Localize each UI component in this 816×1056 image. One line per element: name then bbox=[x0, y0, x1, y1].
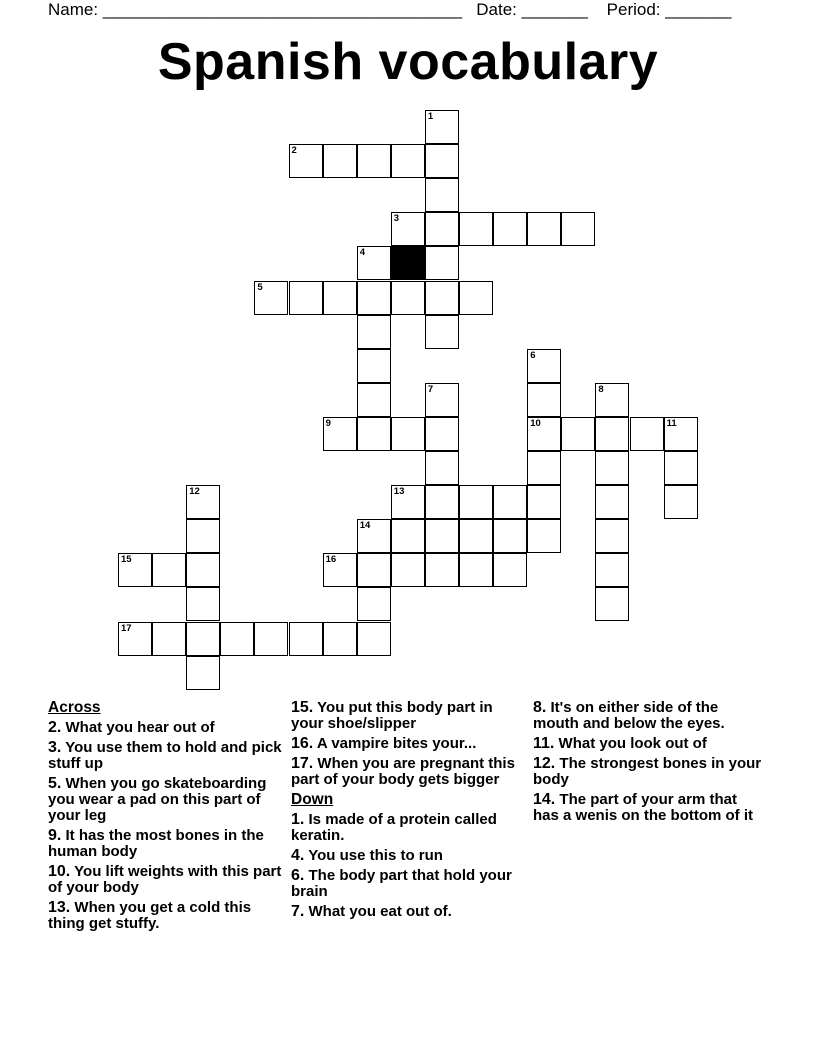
clue-across-3: 3. You use them to hold and pick stuff up bbox=[48, 739, 282, 772]
grid-cell[interactable] bbox=[425, 519, 459, 553]
grid-cell[interactable] bbox=[425, 212, 459, 246]
grid-cell[interactable] bbox=[357, 349, 391, 383]
clue-across-9: 9. It has the most bones in the human body bbox=[48, 827, 264, 860]
clue-number: 6 bbox=[530, 349, 536, 361]
clues-column-1 bbox=[48, 700, 283, 936]
grid-cell[interactable] bbox=[595, 451, 629, 485]
grid-cell[interactable] bbox=[527, 417, 561, 451]
clue-number: 7 bbox=[427, 383, 434, 395]
grid-cell[interactable] bbox=[425, 417, 459, 451]
grid-cell[interactable] bbox=[595, 485, 629, 519]
grid-cell[interactable] bbox=[357, 587, 391, 621]
grid-cell[interactable] bbox=[186, 587, 220, 621]
grid-cell[interactable] bbox=[391, 485, 425, 519]
across-heading: Across bbox=[48, 699, 101, 716]
grid-cell[interactable] bbox=[425, 383, 459, 417]
clues-column-3 bbox=[533, 700, 763, 828]
grid-cell[interactable] bbox=[118, 553, 152, 587]
clue-number: 10 bbox=[530, 417, 541, 429]
clue-number: 11 bbox=[666, 417, 677, 429]
grid-cell[interactable] bbox=[152, 553, 186, 587]
grid-cell[interactable] bbox=[220, 622, 254, 656]
grid-cell[interactable] bbox=[527, 519, 561, 553]
page-title: Spanish vocabulary bbox=[157, 33, 659, 91]
grid-cell[interactable] bbox=[357, 553, 391, 587]
clue-number: 3 bbox=[393, 213, 400, 225]
grid-cell[interactable] bbox=[425, 315, 459, 349]
grid-cell[interactable] bbox=[357, 281, 391, 315]
grid-cell[interactable] bbox=[425, 485, 459, 519]
grid-cell[interactable] bbox=[323, 622, 357, 656]
clue-down-8: 8. It's on either side of the mouth and below the eyes. bbox=[533, 699, 725, 732]
grid-cell[interactable] bbox=[595, 519, 629, 553]
grid-cell[interactable] bbox=[425, 451, 459, 485]
grid-cell[interactable] bbox=[527, 383, 561, 417]
grid-cell[interactable] bbox=[357, 383, 391, 417]
down-heading: Down bbox=[291, 791, 334, 808]
grid-cell[interactable] bbox=[186, 485, 220, 519]
grid-cell[interactable] bbox=[595, 587, 629, 621]
grid-cell[interactable] bbox=[493, 485, 527, 519]
clue-down-1: 1. Is made of a protein called keratin. bbox=[291, 811, 497, 844]
grid-cell[interactable] bbox=[459, 212, 493, 246]
grid-cell[interactable] bbox=[493, 553, 527, 587]
clue-down-4: 4. You use this to run bbox=[291, 847, 443, 864]
clue-number: 13 bbox=[393, 486, 405, 498]
grid-cell[interactable] bbox=[493, 519, 527, 553]
grid-cell[interactable] bbox=[254, 281, 288, 315]
grid-cell[interactable] bbox=[118, 622, 152, 656]
grid-cell[interactable] bbox=[289, 144, 323, 178]
grid-cell[interactable] bbox=[459, 281, 493, 315]
clue-across-16: 16. A vampire bites your... bbox=[291, 735, 477, 752]
grid-cell[interactable] bbox=[391, 144, 425, 178]
grid-cell[interactable] bbox=[425, 144, 459, 178]
clue-down-14: 14. The part of your arm that has a wenis on the bottom of it bbox=[533, 791, 754, 824]
clue-number: 2 bbox=[291, 145, 297, 157]
grid-cell[interactable] bbox=[186, 553, 220, 587]
grid-cell[interactable] bbox=[425, 553, 459, 587]
grid-cell[interactable] bbox=[527, 212, 561, 246]
grid-block bbox=[391, 246, 425, 280]
grid-cell[interactable] bbox=[391, 519, 425, 553]
grid-cell[interactable] bbox=[595, 383, 629, 417]
grid-cell[interactable] bbox=[323, 417, 357, 451]
grid-cell[interactable] bbox=[357, 315, 391, 349]
grid-cell[interactable] bbox=[493, 212, 527, 246]
grid-cell[interactable] bbox=[527, 349, 561, 383]
clue-number: 15 bbox=[121, 554, 132, 566]
grid-cell[interactable] bbox=[391, 212, 425, 246]
clue-number: 4 bbox=[359, 247, 365, 259]
grid-cell[interactable] bbox=[289, 281, 323, 315]
clue-across-2: 2. What you hear out of bbox=[48, 719, 215, 736]
grid-cell[interactable] bbox=[664, 451, 698, 485]
grid-cell[interactable] bbox=[527, 485, 561, 519]
clue-across-13: 13. When you get a cold this thing get stuffy. bbox=[48, 899, 252, 932]
grid-cell[interactable] bbox=[391, 553, 425, 587]
grid-cell[interactable] bbox=[152, 622, 186, 656]
grid-cell[interactable] bbox=[425, 178, 459, 212]
clue-across-17: 17. When you are pregnant this part of your body gets bigger bbox=[291, 755, 515, 788]
grid-cell[interactable] bbox=[459, 485, 493, 519]
grid-cell[interactable] bbox=[254, 622, 288, 656]
grid-cell[interactable] bbox=[561, 417, 595, 451]
grid-cell[interactable] bbox=[664, 417, 698, 451]
grid-cell[interactable] bbox=[561, 212, 595, 246]
grid-cell[interactable] bbox=[664, 485, 698, 519]
clue-number: 17 bbox=[121, 622, 132, 634]
grid-cell[interactable] bbox=[323, 553, 357, 587]
grid-cell[interactable] bbox=[186, 656, 220, 690]
grid-cell[interactable] bbox=[357, 246, 391, 280]
grid-cell[interactable] bbox=[186, 519, 220, 553]
grid-cell[interactable] bbox=[357, 144, 391, 178]
grid-cell[interactable] bbox=[323, 281, 357, 315]
clue-number: 12 bbox=[189, 486, 200, 498]
grid-cell[interactable] bbox=[391, 417, 425, 451]
clue-across-15: 15. You put this body part in your shoe/slipper bbox=[291, 699, 493, 732]
clue-down-11: 11. What you look out of bbox=[533, 735, 707, 752]
grid-cell[interactable] bbox=[630, 417, 664, 451]
grid-cell[interactable] bbox=[425, 246, 459, 280]
grid-cell[interactable] bbox=[357, 417, 391, 451]
grid-cell[interactable] bbox=[357, 622, 391, 656]
clue-down-7: 7. What you eat out of. bbox=[291, 903, 452, 920]
clue-number: 16 bbox=[325, 554, 337, 566]
clue-number: 14 bbox=[359, 520, 371, 532]
grid-cell[interactable] bbox=[357, 519, 391, 553]
grid-cell[interactable] bbox=[459, 519, 493, 553]
clue-down-12: 12. The strongest bones in your body bbox=[533, 755, 762, 788]
clue-number: 5 bbox=[257, 281, 263, 293]
clue-across-10: 10. You lift weights with this part of your body bbox=[48, 863, 282, 896]
grid-cell[interactable] bbox=[323, 144, 357, 178]
grid-cell[interactable] bbox=[527, 451, 561, 485]
grid-cell[interactable] bbox=[595, 417, 629, 451]
grid-cell[interactable] bbox=[459, 553, 493, 587]
clue-across-5: 5. When you go skateboarding you wear a pad on this part of your leg bbox=[48, 775, 267, 824]
grid-cell[interactable] bbox=[425, 281, 459, 315]
clues-column-2 bbox=[291, 700, 527, 924]
grid-cell[interactable] bbox=[289, 622, 323, 656]
grid-cell[interactable] bbox=[391, 281, 425, 315]
clue-number: 1 bbox=[427, 111, 434, 122]
clue-down-6: 6. The body part that hold your brain bbox=[291, 867, 512, 900]
student-info-line: Name: ______________________________________ Date: _______ Period: _______ bbox=[48, 0, 732, 19]
grid-cell[interactable] bbox=[425, 110, 459, 144]
clue-number: 8 bbox=[598, 383, 604, 395]
grid-cell[interactable] bbox=[595, 553, 629, 587]
clue-number: 9 bbox=[325, 417, 331, 429]
grid-cell[interactable] bbox=[186, 622, 220, 656]
